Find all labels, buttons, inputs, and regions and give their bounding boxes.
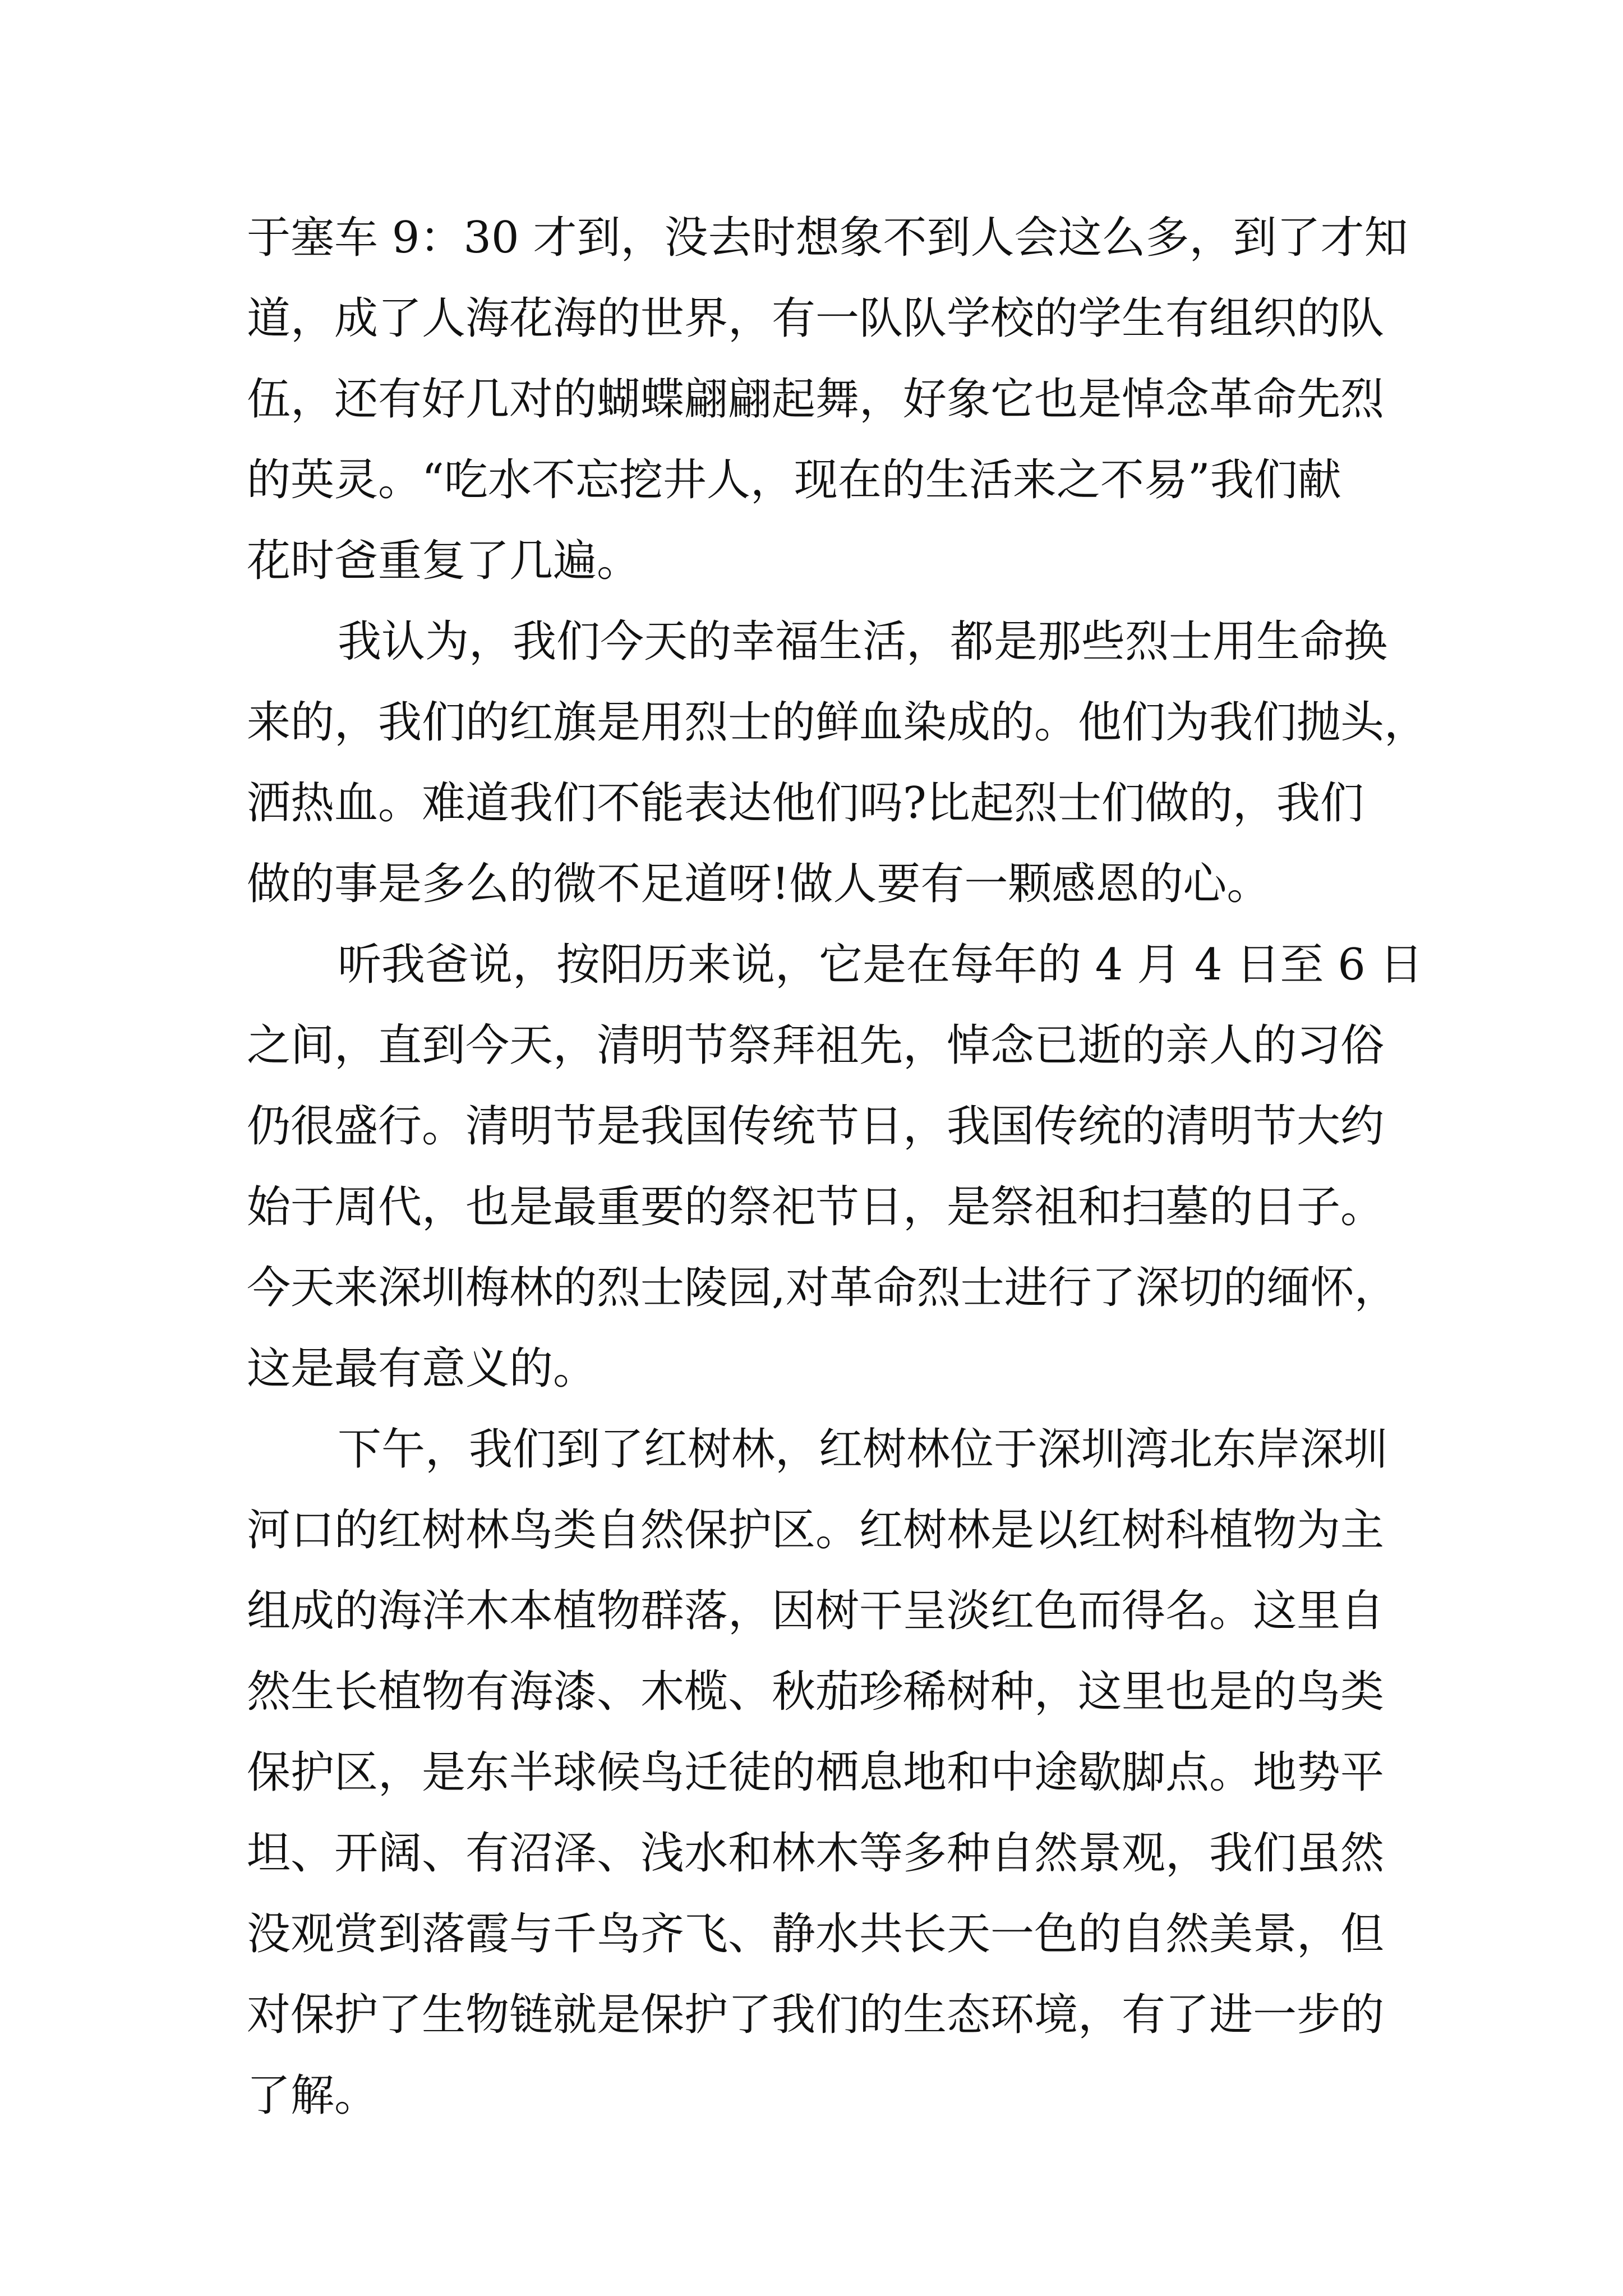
text-line: 组成的海洋木本植物群落，因树干呈淡红色而得名。这里自 [247,1586,1385,1636]
text-line: 下午，我们到了红树林，红树林位于深圳湾北东岸深圳 [338,1424,1388,1475]
text-line: 道，成了人海花海的世界，有一队队学校的学生有组织的队 [247,293,1385,344]
text-line: 听我爸说，按阳历来说，它是在每年的 4 月 4 日至 6 日 [338,940,1423,990]
text-line: 没观赏到落霞与千鸟齐飞、静水共长天一色的自然美景，但 [247,1909,1385,1959]
text-line: 洒热血。难道我们不能表达他们吗?比起烈士们做的，我们 [247,778,1364,829]
text-line: 的英灵。“吃水不忘挖井人，现在的生活来之不易”我们献 [247,455,1341,505]
text-line: 我认为，我们今天的幸福生活，都是那些烈士用生命换 [338,616,1388,667]
text-line: 坦、开阔、有沼泽、浅水和林木等多种自然景观，我们虽然 [247,1828,1385,1879]
text-line: 始于周代，也是最重要的祭祀节日，是祭祖和扫墓的日子。 [247,1182,1385,1232]
text-line: 来的，我们的红旗是用烈士的鲜血染成的。他们为我们抛头， [247,697,1428,748]
text-line: 今天来深圳梅林的烈士陵园,对革命烈士进行了深切的缅怀， [247,1263,1398,1313]
text-line: 花时爸重复了几遍。 [247,536,641,586]
text-line: 之间，直到今天，清明节祭拜祖先，悼念已逝的亲人的习俗 [247,1020,1385,1071]
paragraph-2 [247,601,1428,924]
text-line: 这是最有意义的。 [247,1343,597,1394]
paragraph-1 [247,197,1408,601]
text-line: 于塞车 9：30 才到，没去时想象不到人会这么多，到了才知 [247,213,1408,263]
text-line: 仍很盛行。清明节是我国传统节日，我国传统的清明节大约 [247,1101,1385,1152]
paragraph-4 [247,1409,1391,2136]
body-text [247,197,1428,2136]
text-line: 伍，还有好几对的蝴蝶翩翩起舞，好象它也是悼念革命先烈 [247,374,1385,425]
paragraph-3 [247,924,1423,1409]
text-line: 然生长植物有海漆、木榄、秋茄珍稀树种，这里也是的鸟类 [247,1667,1385,1717]
text-line: 保护区，是东半球候鸟迁徒的栖息地和中途歇脚点。地势平 [247,1747,1385,1798]
text-line: 做的事是多么的微不足道呀!做人要有一颗感恩的心。 [247,859,1271,909]
text-line: 河口的红树林鸟类自然保护区。红树林是以红树科植物为主 [247,1505,1385,1556]
text-line: 了解。 [247,2070,379,2121]
text-line: 对保护了生物链就是保护了我们的生态环境，有了进一步的 [247,1990,1385,2040]
